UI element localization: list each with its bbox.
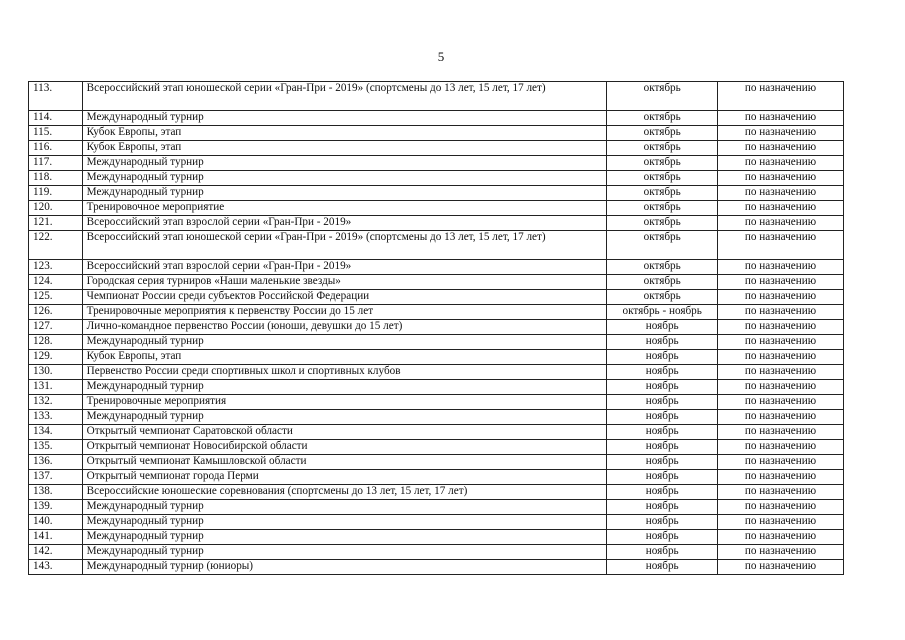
events-table-body [29, 82, 844, 575]
event-name: Международный турнир [82, 500, 607, 515]
row-number: 114. [29, 111, 83, 126]
row-number: 131. [29, 380, 83, 395]
table-row [29, 216, 844, 231]
table-row [29, 82, 844, 111]
event-date: ноябрь [607, 485, 718, 500]
event-name: Международный турнир [82, 171, 607, 186]
event-participants: по назначению [718, 560, 844, 575]
row-number: 122. [29, 231, 83, 260]
event-date: ноябрь [607, 350, 718, 365]
row-number: 127. [29, 320, 83, 335]
event-participants: по назначению [718, 350, 844, 365]
event-date: ноябрь [607, 560, 718, 575]
event-participants: по назначению [718, 305, 844, 320]
event-name: Международный турнир [82, 186, 607, 201]
table-row [29, 275, 844, 290]
table-row [29, 201, 844, 216]
event-participants: по назначению [718, 82, 844, 111]
event-name: Открытый чемпионат города Перми [82, 470, 607, 485]
event-date: октябрь [607, 290, 718, 305]
row-number: 143. [29, 560, 83, 575]
row-number: 126. [29, 305, 83, 320]
event-participants: по назначению [718, 260, 844, 275]
event-date: октябрь [607, 231, 718, 260]
event-name: Международный турнир [82, 410, 607, 425]
event-participants: по назначению [718, 201, 844, 216]
event-participants: по назначению [718, 320, 844, 335]
row-number: 118. [29, 171, 83, 186]
row-number: 142. [29, 545, 83, 560]
event-name: Кубок Европы, этап [82, 126, 607, 141]
row-number: 134. [29, 425, 83, 440]
row-number: 124. [29, 275, 83, 290]
table-row [29, 365, 844, 380]
row-number: 136. [29, 455, 83, 470]
event-participants: по назначению [718, 111, 844, 126]
event-participants: по назначению [718, 545, 844, 560]
event-name: Международный турнир [82, 515, 607, 530]
event-participants: по назначению [718, 530, 844, 545]
event-name: Международный турнир [82, 335, 607, 350]
event-date: октябрь [607, 141, 718, 156]
event-name: Тренировочные мероприятия [82, 395, 607, 410]
event-date: ноябрь [607, 395, 718, 410]
row-number: 132. [29, 395, 83, 410]
event-name: Чемпионат России среди субъектов Российской Федерации [82, 290, 607, 305]
table-row [29, 186, 844, 201]
table-row [29, 350, 844, 365]
row-number: 138. [29, 485, 83, 500]
table-row [29, 126, 844, 141]
event-name: Кубок Европы, этап [82, 141, 607, 156]
table-row [29, 425, 844, 440]
table-row [29, 500, 844, 515]
table-row [29, 380, 844, 395]
event-name: Первенство России среди спортивных школ и спортивных клубов [82, 365, 607, 380]
event-participants: по назначению [718, 126, 844, 141]
event-participants: по назначению [718, 455, 844, 470]
event-date: октябрь [607, 171, 718, 186]
table-row [29, 335, 844, 350]
table-row [29, 156, 844, 171]
row-number: 113. [29, 82, 83, 111]
event-date: ноябрь [607, 380, 718, 395]
row-number: 128. [29, 335, 83, 350]
row-number: 133. [29, 410, 83, 425]
table-row [29, 111, 844, 126]
event-name: Тренировочные мероприятия к первенству России до 15 лет [82, 305, 607, 320]
event-name: Международный турнир (юниоры) [82, 560, 607, 575]
row-number: 119. [29, 186, 83, 201]
event-date: октябрь [607, 82, 718, 111]
event-name: Всероссийские юношеские соревнования (спортсмены до 13 лет, 15 лет, 17 лет) [82, 485, 607, 500]
event-participants: по назначению [718, 410, 844, 425]
table-row [29, 171, 844, 186]
event-name: Городская серия турниров «Наши маленькие звезды» [82, 275, 607, 290]
row-number: 141. [29, 530, 83, 545]
event-name: Открытый чемпионат Камышловской области [82, 455, 607, 470]
event-name: Всероссийский этап юношеской серии «Гран-При - 2019» (спортсмены до 13 лет, 15 лет, 17 лет) [82, 231, 607, 260]
table-row [29, 290, 844, 305]
event-participants: по назначению [718, 171, 844, 186]
event-participants: по назначению [718, 290, 844, 305]
event-name: Всероссийский этап взрослой серии «Гран-При - 2019» [82, 216, 607, 231]
event-date: ноябрь [607, 515, 718, 530]
row-number: 123. [29, 260, 83, 275]
event-name: Международный турнир [82, 111, 607, 126]
event-date: ноябрь [607, 425, 718, 440]
event-date: октябрь [607, 156, 718, 171]
event-date: ноябрь [607, 440, 718, 455]
event-participants: по назначению [718, 216, 844, 231]
table-row [29, 515, 844, 530]
event-date: ноябрь [607, 455, 718, 470]
event-date: ноябрь [607, 335, 718, 350]
table-row [29, 530, 844, 545]
event-date: ноябрь [607, 530, 718, 545]
event-date: октябрь - ноябрь [607, 305, 718, 320]
event-date: ноябрь [607, 365, 718, 380]
event-date: ноябрь [607, 320, 718, 335]
event-participants: по назначению [718, 395, 844, 410]
table-row [29, 470, 844, 485]
event-name: Международный турнир [82, 545, 607, 560]
row-number: 135. [29, 440, 83, 455]
event-name: Лично-командное первенство России (юноши, девушки до 15 лет) [82, 320, 607, 335]
row-number: 139. [29, 500, 83, 515]
event-name: Тренировочное мероприятие [82, 201, 607, 216]
table-row [29, 485, 844, 500]
row-number: 137. [29, 470, 83, 485]
events-table [28, 81, 844, 575]
event-date: ноябрь [607, 410, 718, 425]
row-number: 129. [29, 350, 83, 365]
table-row [29, 305, 844, 320]
event-participants: по назначению [718, 425, 844, 440]
row-number: 117. [29, 156, 83, 171]
event-participants: по назначению [718, 515, 844, 530]
event-participants: по назначению [718, 186, 844, 201]
event-date: октябрь [607, 260, 718, 275]
event-name: Международный турнир [82, 530, 607, 545]
event-date: октябрь [607, 126, 718, 141]
event-date: октябрь [607, 201, 718, 216]
table-row [29, 395, 844, 410]
table-row [29, 231, 844, 260]
table-row [29, 440, 844, 455]
event-name: Международный турнир [82, 156, 607, 171]
event-date: ноябрь [607, 470, 718, 485]
event-name: Международный турнир [82, 380, 607, 395]
event-name: Открытый чемпионат Саратовской области [82, 425, 607, 440]
event-participants: по назначению [718, 365, 844, 380]
table-row [29, 545, 844, 560]
event-participants: по назначению [718, 380, 844, 395]
event-date: ноябрь [607, 500, 718, 515]
event-participants: по назначению [718, 440, 844, 455]
event-date: ноябрь [607, 545, 718, 560]
row-number: 140. [29, 515, 83, 530]
event-participants: по назначению [718, 485, 844, 500]
row-number: 115. [29, 126, 83, 141]
event-participants: по назначению [718, 500, 844, 515]
table-row [29, 410, 844, 425]
event-date: октябрь [607, 216, 718, 231]
page-number: 5 [437, 49, 445, 64]
row-number: 121. [29, 216, 83, 231]
table-row [29, 260, 844, 275]
table-row [29, 141, 844, 156]
event-date: октябрь [607, 186, 718, 201]
event-name: Открытый чемпионат Новосибирской области [82, 440, 607, 455]
row-number: 120. [29, 201, 83, 216]
row-number: 116. [29, 141, 83, 156]
event-name: Кубок Европы, этап [82, 350, 607, 365]
event-date: октябрь [607, 111, 718, 126]
event-date: октябрь [607, 275, 718, 290]
event-name: Всероссийский этап юношеской серии «Гран-При - 2019» (спортсмены до 13 лет, 15 лет, 17 лет) [82, 82, 607, 111]
event-participants: по назначению [718, 275, 844, 290]
event-participants: по назначению [718, 231, 844, 260]
event-participants: по назначению [718, 335, 844, 350]
event-name: Всероссийский этап взрослой серии «Гран-При - 2019» [82, 260, 607, 275]
event-participants: по назначению [718, 470, 844, 485]
row-number: 130. [29, 365, 83, 380]
table-row [29, 455, 844, 470]
event-participants: по назначению [718, 141, 844, 156]
table-row [29, 560, 844, 575]
row-number: 125. [29, 290, 83, 305]
table-row [29, 320, 844, 335]
event-participants: по назначению [718, 156, 844, 171]
